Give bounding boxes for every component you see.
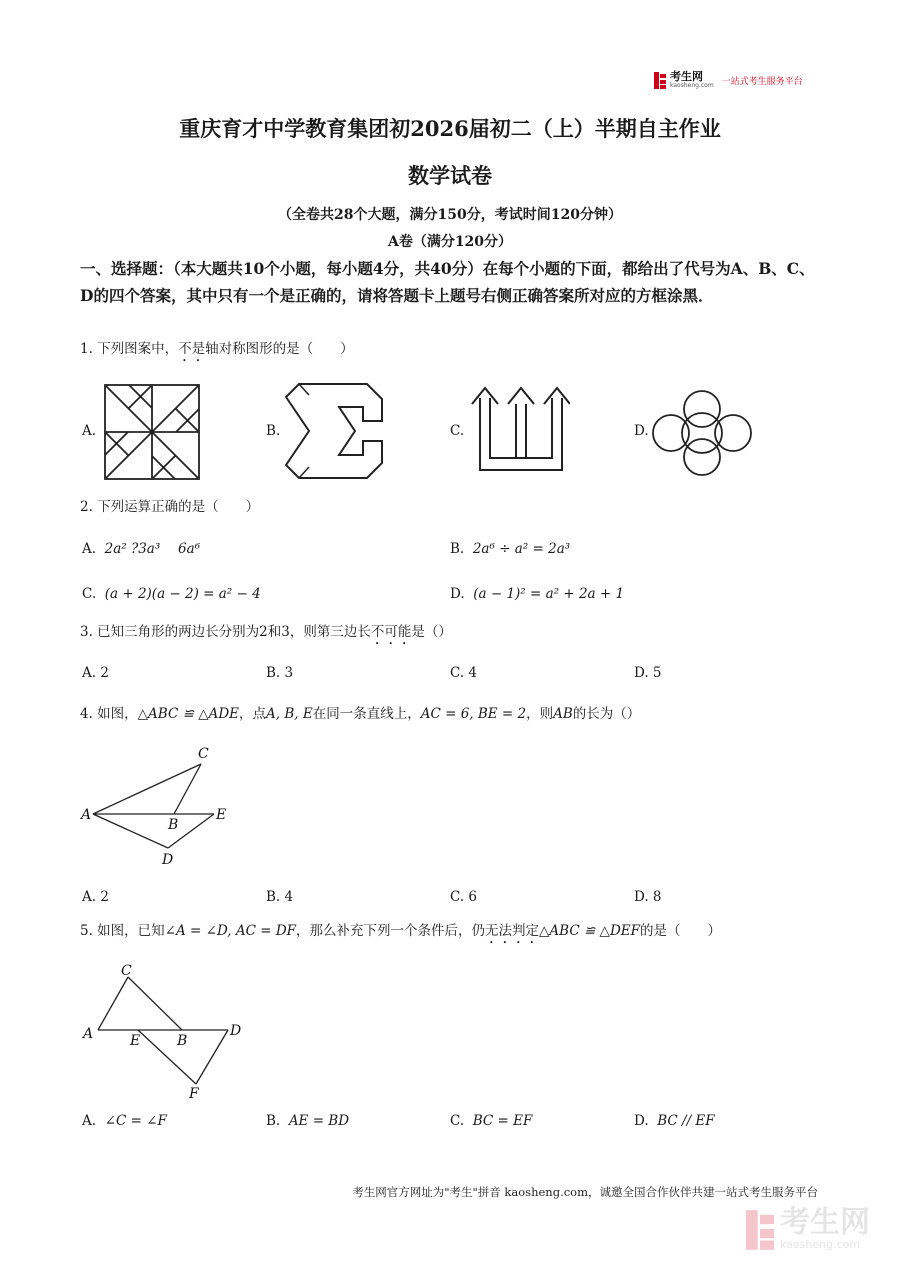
sigma-figure [285, 383, 383, 479]
option-label: C. [450, 1113, 465, 1129]
question-1-stem: 1. 下列图案中，不是轴对称图形的是（ ） [80, 341, 354, 357]
point-label: B [177, 1033, 188, 1049]
option-label: A. [82, 541, 97, 557]
watermark-name: 考生网 [780, 1205, 870, 1240]
q2-option-a: A. 2a² ?3a³ 6a⁶ [82, 541, 201, 557]
q4-option-b: B. 4 [266, 889, 294, 905]
triangle-figure-q5 [78, 960, 248, 1100]
point-label: E [216, 807, 227, 823]
q2-option-b: B. 2a⁶ ÷ a² = 2a³ [450, 541, 571, 557]
q5-option-d: D. BC // EF [634, 1113, 715, 1129]
exam-subject: 数学试卷 [408, 163, 492, 188]
q3-option-b: B. 3 [266, 665, 294, 681]
exam-note: （全卷共28个大题，满分150分，考试时间120分钟） [278, 207, 622, 223]
brand-logo [654, 72, 803, 89]
question-2-stem: 2. 下列运算正确的是（ ） [80, 499, 260, 515]
logo-slogan: 一站式考生服务平台 [721, 77, 803, 87]
q1-option-a-label: A. [82, 423, 97, 439]
point-label: B [168, 817, 179, 833]
point-label: A [81, 807, 92, 823]
point-label: F [189, 1086, 199, 1100]
watermark-url: kaosheng.com [780, 1238, 861, 1251]
exam-title: 重庆育才中学教育集团初2026届初二（上）半期自主作业 [179, 116, 721, 141]
triangle-figure-q4 [78, 742, 238, 872]
q2-option-d: D. (a − 1)² = a² + 2a + 1 [450, 586, 625, 602]
point-label: C [198, 746, 209, 762]
point-label: E [130, 1033, 141, 1049]
q5-option-b: B. AE = BD [266, 1113, 350, 1129]
watermark-text [780, 1205, 870, 1251]
q1-option-c-label: C. [450, 423, 465, 439]
pinwheel-figure [104, 384, 200, 480]
logo-url: kaosheng.com [670, 82, 714, 89]
q3-option-c: C. 4 [450, 665, 478, 681]
option-label: C. [82, 586, 97, 602]
q4-option-c: C. 6 [450, 889, 478, 905]
four-circles-figure [652, 390, 752, 476]
question-3-stem: 3. 已知三角形的两边长分别为2和3，则第三边长不可能是（） [80, 624, 452, 640]
question-5-stem: 5. 如图，已知∠A = ∠D, AC = DF，那么补充下列一个条件后，仍无法判定△ABC ≌ △DEF的是（ ） [80, 923, 721, 939]
option-label: B. [266, 1113, 281, 1129]
logo-mark-icon [654, 72, 666, 89]
watermark-logo-icon [746, 1210, 774, 1250]
point-label: A [83, 1026, 94, 1042]
option-label: B. [450, 541, 465, 557]
question-4-stem: 4. 如图，△ABC ≌ △ADE，点A, B, E在同一条直线上，AC = 6, BE = 2，则AB的长为（） [80, 706, 641, 722]
q1-option-b-label: B. [266, 423, 281, 439]
trident-figure [470, 386, 570, 472]
page-footer: 考生网官方网址为"考生"拼音 kaosheng.com，诚邀全国合作伙伴共建一站式考生服务平台 [352, 1185, 818, 1199]
section-title: A卷（满分120分） [387, 234, 513, 250]
q3-option-d: D. 5 [634, 665, 662, 681]
q3-option-a: A. 2 [82, 665, 109, 681]
point-label: D [162, 852, 174, 868]
section-instructions: 一、选择题：（本大题共10个小题，每小题4分，共40分）在每个小题的下面，都给出了代号为A、B、C、D的四个答案，其中只有一个是正确的，请将答题卡上题号右侧正确答案所对应的方框涂黑． [80, 259, 815, 305]
q2-option-c: C. (a + 2)(a − 2) = a² − 4 [82, 586, 261, 602]
point-label: C [121, 963, 132, 979]
option-label: D. [450, 586, 465, 602]
q4-option-d: D. 8 [634, 889, 662, 905]
option-label: D. [634, 1113, 649, 1129]
option-label: A. [82, 1113, 97, 1129]
watermark [746, 1205, 870, 1251]
logo-text [670, 72, 714, 89]
q5-option-c: C. BC = EF [450, 1113, 533, 1129]
point-label: D [230, 1023, 242, 1039]
q1-option-d-label: D. [634, 423, 649, 439]
q4-option-a: A. 2 [82, 889, 109, 905]
logo-name: 考生网 [670, 70, 703, 83]
q5-option-a: A. ∠C = ∠F [82, 1113, 167, 1129]
